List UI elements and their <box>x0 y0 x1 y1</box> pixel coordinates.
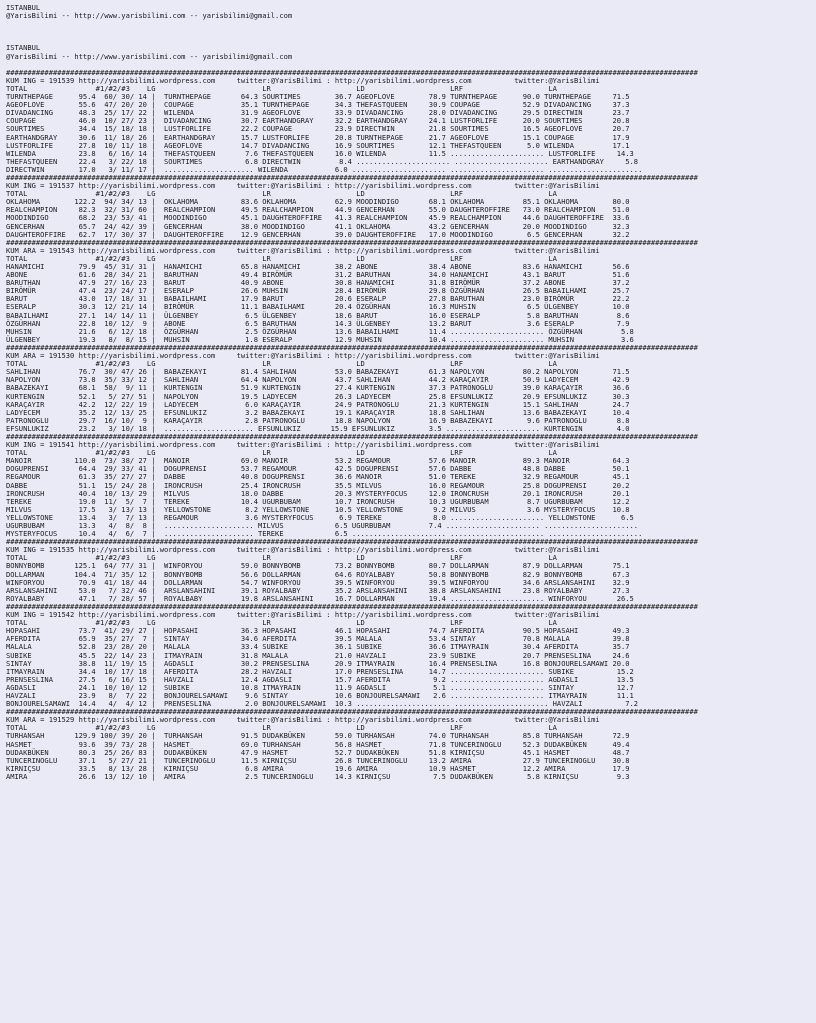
result-row: THEFASTQUEEN 22.4 3/ 22/ 18 | SOURTIMES 6.8 DIRECTWIN 8.4 ...................... ...................... EARTHANDGRAY 5.8 <box>6 156 639 166</box>
result-row: HOPASAHI 73.7 41/ 29/ 27 | HOPASAHI 36.3 HOPASAHI 46.1 HOPASAHI 74.7 AFERDITA 90.5 HOPASAHI 49.3 <box>6 626 630 636</box>
result-row: GENCERHAN 65.7 24/ 42/ 39 | GENCERHAN 38.0 MOODINDIGO 41.1 OKLAHOMA 43.2 GENCERHAN 20.0 MOODINDIGO 32.3 <box>6 221 630 231</box>
result-row: REGAMOUR 61.3 35/ 27/ 27 | DABBE 40.8 DOGUPRENSI 36.6 MANOIR 51.0 TEREKE 32.9 REGAMOUR 45.1 <box>6 472 630 482</box>
result-row: KARAÇAYIR 42.2 12/ 22/ 19 | LADYECEM 6.0 KARAÇAYIR 24.9 PATRONOGLU 21.3 KURTENGIN 15.1 SAHLIHAN 24.7 <box>6 399 630 409</box>
result-row: MILVUS 17.5 3/ 13/ 13 | YELLOWSTONE 8.2 YELLOWSTONE 10.5 YELLOWSTONE 9.2 MILVUS 3.6 MYSTERYFOCUS 10.8 <box>6 504 630 514</box>
result-row: TUNCERINOGLU 37.1 5/ 27/ 21 | TUNCERINOGLU 11.5 KIRNIÇSU 26.8 TUNCERINOGLU 13.2 AMIRA 27.9 TUNCERINOGLU 30.8 <box>6 755 630 765</box>
blank-line <box>6 20 814 28</box>
result-row: MOODINDIGO 68.2 23/ 53/ 41 | MOODINDIGO 45.1 DAUGHTEROFFIRE 41.3 REALCHAMPION 45.9 REALCHAMPION 44.6 DAUGHTEROFFIRE 33.6 <box>6 213 630 223</box>
result-row: EARTHANDGRAY 30.6 11/ 18/ 26 | EARTHANDGRAY 15.7 LUSTFORLIFE 20.8 TURNTHEPAGE 21.7 AGEOFLOVE 15.1 COUPAGE 17.9 <box>6 132 630 142</box>
result-row: MALALA 52.8 23/ 28/ 20 | MALALA 33.4 SUBIKE 36.1 SUBIKE 36.6 ITMAYRAIN 30.4 AFERDITA 35.7 <box>6 642 630 652</box>
section-divider: ################################################################################################################################################################## <box>6 537 698 547</box>
result-row: IRONCRUSH 40.4 10/ 13/ 29 | MILVUS 18.0 DABBE 20.3 MYSTERYFOCUS 12.0 IRONCRUSH 20.1 IRONCRUSH 20.1 <box>6 488 630 498</box>
result-row: MUHSIN 21.6 6/ 12/ 18 | ÖZGÜRHAN 2.5 ÖZGÜRHAN 13.6 BABAILHAMI 11.4 ...................... ÖZGÜRHAN 5.8 <box>6 326 634 336</box>
race-header: KUM ING = 191537 http://yarisbilimi.wordpress.com twitter:@YarisBilimi : http://yarisbilimi.wordpress.com twitter:@YarisBilimi <box>6 181 600 191</box>
result-row: NAPOLYON 73.8 35/ 33/ 12 | SAHLIHAN 64.4 NAPOLYON 43.7 SAHLIHAN 44.2 KARAÇAYIR 50.9 LADYECEM 42.9 <box>6 375 630 385</box>
result-row: BARUT 43.0 17/ 18/ 31 | BABAILHAMI 17.9 BARUT 20.6 ESERALP 27.8 BARUTHAN 23.0 BIRÖMÜR 22.2 <box>6 294 630 304</box>
column-header-row: TOTAL #1/#2/#3 LG LR LD LRF LA <box>6 359 557 369</box>
result-row: UGURBUBAM 13.3 4/ 8/ 8 | ..................... MILVUS 6.5 UGURBUBAM 7.4 ...................... ...................... <box>6 521 639 530</box>
result-row: ARSLANSAHINI 53.0 7/ 32/ 46 | ARSLANSAHINI 39.1 ROYALBABY 35.2 ARSLANSAHINI 38.8 ARSLANSAHINI 23.8 ROYALBABY 27.3 <box>6 585 630 595</box>
result-row: DAUGHTEROFFIRE 62.7 17/ 30/ 37 | DAUGHTEROFFIRE 12.9 GENCERHAN 39.0 DAUGHTEROFFIRE 17.0 MOODINDIGO 6.5 GENCERHAN 32.2 <box>6 229 630 239</box>
result-row: EFSUNLUKIZ 23.2 3/ 10/ 18 | ..................... EFSUNLUKIZ 15.9 EFSUNLUKIZ 3.5 ...................... KURTENGIN 4.0 <box>6 423 630 433</box>
race-header: KUM ING = 191542 http://yarisbilimi.wordpress.com twitter:@YarisBilimi : http://yarisbilimi.wordpress.com twitter:@YarisBilimi <box>6 610 600 620</box>
result-row: REALCHAMPION 82.3 32/ 31/ 60 | REALCHAMPION 49.5 REALCHAMPION 44.9 GENCERHAN 55.0 DAUGHTEROFFIRE 73.0 REALCHAMPION 51.0 <box>6 205 630 215</box>
result-row: BABAZEKAYI 68.1 58/ 9/ 11 | KURTENGIN 51.9 KURTENGIN 27.4 KURTENGIN 37.3 PATRONOGLU 39.0 KARAÇAYIR 36.6 <box>6 383 630 393</box>
section-divider: ################################################################################################################################################################## <box>6 342 698 352</box>
result-row: AGEOFLOVE 55.6 47/ 20/ 20 | COUPAGE 35.1 TURNTHEPAGE 34.3 THEFASTQUEEN 30.9 COUPAGE 52.9 DIVADANCING 37.3 <box>6 100 630 110</box>
result-row: DUDAKBÜKEN 80.3 25/ 26/ 83 | DUDAKBÜKEN 47.9 HASMET 52.7 DUDAKBÜKEN 51.8 KIRNIÇSU 45.1 HASMET 48.7 <box>6 747 630 757</box>
result-row: MANOIR 110.0 73/ 38/ 27 | MANOIR 69.0 MANOIR 53.2 REGAMOUR 57.6 MANOIR 89.3 MANOIR 64.3 <box>6 456 630 466</box>
result-row: HAVZALI 23.9 8/ 7/ 22 | BONJOURELSAMAWI 9.6 SINTAY 10.6 BONJOURELSAMAWI 2.6 ...................... ITMAYRAIN 11.1 <box>6 690 634 700</box>
result-row: BABAILHAMI 27.1 14/ 14/ 11 | ÜLGENBEY 6.5 ÜLGENBEY 18.6 BARUT 16.0 ESERALP 5.8 BARUTHAN 8.6 <box>6 310 630 320</box>
result-row: OKLAHOMA 122.2 94/ 34/ 13 | OKLAHOMA 83.6 OKLAHOMA 62.9 MOODINDIGO 68.1 OKLAHOMA 85.1 OKLAHOMA 80.0 <box>6 197 630 207</box>
result-row: KIRNIÇSU 33.5 8/ 13/ 28 | KIRNIÇSU 6.8 AMIRA 19.6 AMIRA 10.9 HASMET 12.2 AMIRA 17.9 <box>6 763 630 773</box>
result-row: WILENDA 23.8 6/ 16/ 14 | THEFASTQUEEN 7.6 THEFASTQUEEN 16.0 WILENDA 11.5 ...................... LUSTFORLIFE 14.3 <box>6 148 634 158</box>
result-row: COUPAGE 46.0 10/ 27/ 23 | DIVADANCING 30.7 EARTHANDGRAY 32.2 EARTHANDGRAY 24.1 LUSTFORLIFE 20.0 SOURTIMES 20.8 <box>6 116 630 126</box>
race-header: KUM ING = 191541 http://yarisbilimi.wordpress.com twitter:@YarisBilimi : http://yarisbilimi.wordpress.com twitter:@YarisBilimi <box>6 440 600 450</box>
result-row: DOLLARMAN 104.4 71/ 35/ 12 | BONNYBOMB 56.6 DOLLARMAN 64.6 ROYALBABY 50.8 BONNYBOMB 82.9 BONNYBOMB 67.3 <box>6 569 630 579</box>
result-row: ÖZGÜRHAN 22.8 10/ 12/ 9 | ABONE 6.5 BARUTHAN 14.3 ÜLGENBEY 13.2 BARUT 3.6 ESERALP 7.9 <box>6 318 630 328</box>
result-row: ITMAYRAIN 34.4 10/ 17/ 18 | AFERDITA 28.2 HAVZALI 17.0 PRENSESLINA 14.7 ...................... SUBIKE 15.2 <box>6 666 634 676</box>
result-row: AMIRA 26.6 13/ 12/ 10 | AMIRA 2.5 TUNCERINOGLU 14.3 KIRNIÇSU 7.5 DUDAKBÜKEN 5.8 KIRNIÇSU 9.3 <box>6 771 630 781</box>
race-header: KUM ARA = 191530 http://yarisbilimi.wordpress.com twitter:@YarisBilimi : http://yarisbilimi.wordpress.com twitter:@YarisBilimi <box>6 351 600 361</box>
city-title: ISTANBUL <box>6 3 41 12</box>
site-credit: @YarisBilimi -- http://www.yarisbilimi.com -- yarisbilimi@gmail.com <box>6 11 293 21</box>
result-row: DOGUPRENSI 64.4 29/ 33/ 41 | DOGUPRENSI 53.7 REGAMOUR 42.5 DOGUPRENSI 57.6 DABBE 48.8 DABBE 50.1 <box>6 464 630 474</box>
column-header-row: TOTAL #1/#2/#3 LG LR LD LRF LA <box>6 448 557 458</box>
result-row: HASMET 93.6 39/ 73/ 28 | HASMET 69.0 TURHANSAH 56.8 HASMET 71.8 TUNCERINOGLU 52.3 DUDAKBÜKEN 49.4 <box>6 739 630 749</box>
result-row: LUSTFORLIFE 27.8 10/ 11/ 18 | AGEOFLOVE 14.7 DIVADANCING 16.9 SOURTIMES 12.1 THEFASTQUEEN 5.0 WILENDA 17.1 <box>6 140 630 150</box>
result-row: ESERALP 30.3 12/ 21/ 14 | BIRÖMÜR 11.1 BABAILHAMI 20.4 ÖZGÜRHAN 16.3 MUHSIN 6.5 ÜLGENBEY 10.0 <box>6 302 630 312</box>
result-row: PRENSESLINA 27.5 6/ 16/ 15 | HAVZALI 12.4 AGDASLI 15.7 AFERDITA 9.2 ...................... AGDASLI 13.5 <box>6 674 634 684</box>
result-row: SUBIKE 45.5 22/ 14/ 23 | ITMAYRAIN 31.8 MALALA 21.0 HAVZALI 23.9 SUBIKE 20.7 PRENSESLINA 24.6 <box>6 650 630 660</box>
section-divider: ################################################################################################################################################################## <box>6 237 698 247</box>
result-row: ÜLGENBEY 19.3 8/ 8/ 15 | MUHSIN 1.8 ESERALP 12.9 MUHSIN 10.4 ...................... MUHSIN 3.6 <box>6 334 634 344</box>
column-header-row: TOTAL #1/#2/#3 LG LR LD LRF LA <box>6 723 557 733</box>
race-header: KUM ING = 191539 http://yarisbilimi.wordpress.com twitter:@YarisBilimi : http://yarisbilimi.wordpress.com twitter:@YarisBilimi <box>6 75 600 85</box>
column-header-row: TOTAL #1/#2/#3 LG LR LD LRF LA <box>6 553 557 563</box>
result-row: BONJOURELSAMAWI 14.4 4/ 4/ 12 | PRENSESLINA 2.0 BONJOURELSAMAWI 10.3 ...................... ...................... HAVZALI 7.2 <box>6 699 639 709</box>
result-row: DABBE 51.1 15/ 24/ 28 | IRONCRUSH 25.4 IRONCRUSH 35.5 MILVUS 16.0 REGAMOUR 25.8 DOGUPRENSI 20.2 <box>6 480 630 490</box>
race-header: KUM ARA = 191543 http://yarisbilimi.wordpress.com twitter:@YarisBilimi : http://yarisbilimi.wordpress.com twitter:@YarisBilimi <box>6 245 600 255</box>
result-row: TURHANSAH 129.9 100/ 39/ 20 | TURHANSAH 91.5 DUDAKBÜKEN 59.0 TURHANSAH 74.0 TURHANSAH 85.8 TURHANSAH 72.9 <box>6 731 630 741</box>
section-divider: ################################################################################################################################################################## <box>6 67 698 77</box>
race-header: KUM ARA = 191529 http://yarisbilimi.wordpress.com twitter:@YarisBilimi : http://yarisbilimi.wordpress.com twitter:@YarisBilimi <box>6 715 600 725</box>
result-row: MYSTERYFOCUS 10.4 4/ 6/ 7 | ..................... TEREKE 6.5 ...................... ...................... ...................... <box>6 529 643 539</box>
result-row: AFERDITA 65.9 35/ 27/ 7 | SINTAY 34.6 AFERDITA 39.5 MALALA 53.4 SINTAY 70.8 MALALA 39.8 <box>6 634 630 644</box>
result-row: PATRONOGLU 29.7 16/ 10/ 9 | KARAÇAYIR 2.8 PATRONOGLU 18.8 NAPOLYON 16.9 BABAZEKAYI 9.6 PATRONOGLU 8.8 <box>6 415 630 425</box>
blank-line <box>6 28 814 36</box>
result-row: WINFORYOU 70.9 41/ 18/ 44 | DOLLARMAN 54.7 WINFORYOU 39.5 WINFORYOU 39.5 WINFORYOU 34.6 ARSLANSAHINI 32.9 <box>6 577 630 587</box>
result-row: SAHLIHAN 76.7 30/ 47/ 26 | BABAZEKAYI 81.4 SAHLIHAN 53.0 BABAZEKAYI 61.3 NAPOLYON 80.2 NAPOLYON 71.5 <box>6 367 630 377</box>
column-header-row: TOTAL #1/#2/#3 LG LR LD LRF LA <box>6 253 557 263</box>
result-row: BIRÖMÜR 47.4 23/ 24/ 17 | ESERALP 26.6 MUHSIN 28.4 BIRÖMÜR 29.8 ÖZGÜRHAN 26.5 BABAILHAMI 25.7 <box>6 286 630 296</box>
result-row: TURNTHEPAGE 95.4 60/ 30/ 14 | TURNTHEPAGE 64.3 SOURTIMES 36.7 AGEOFLOVE 78.9 TURNTHEPAGE 90.0 TURNTHEPAGE 71.5 <box>6 92 630 102</box>
result-row: DIRECTWIN 17.0 3/ 11/ 17 | ..................... WILENDA 6.0 ...................... ...................... ...................... <box>6 164 643 174</box>
result-row: ABONE 61.6 28/ 34/ 21 | BARUTHAN 49.4 BIRÖMÜR 31.2 BARUTHAN 34.0 HANAMICHI 43.1 BARUT 51.6 <box>6 270 630 280</box>
result-row: SOURTIMES 34.4 15/ 18/ 18 | LUSTFORLIFE 22.2 COUPAGE 23.9 DIRECTWIN 21.8 SOURTIMES 16.5 AGEOFLOVE 20.7 <box>6 124 630 134</box>
result-row: HANAMICHI 79.9 45/ 31/ 31 | HANAMICHI 65.8 HANAMICHI 38.2 ABONE 38.4 ABONE 83.6 HANAMICHI 56.6 <box>6 262 630 271</box>
section-divider: ################################################################################################################################################################## <box>6 431 698 441</box>
result-row: KURTENGIN 52.1 5/ 27/ 51 | NAPOLYON 19.5 LADYECEM 26.3 LADYECEM 25.8 EFSUNLUKIZ 20.9 EFSUNLUKIZ 30.3 <box>6 391 630 401</box>
section-divider: ################################################################################################################################################################## <box>6 172 698 182</box>
result-row: LADYECEM 35.2 12/ 13/ 25 | EFSUNLUKIZ 3.2 BABAZEKAYI 19.1 KARAÇAYIR 18.8 SAHLIHAN 13.6 BABAZEKAYI 10.4 <box>6 407 630 417</box>
result-row: BONNYBOMB 125.1 64/ 77/ 31 | WINFORYOU 59.0 BONNYBOMB 73.2 BONNYBOMB 80.7 DOLLARMAN 87.9 DOLLARMAN 75.1 <box>6 561 630 571</box>
column-header-row: TOTAL #1/#2/#3 LG LR LD LRF LA <box>6 83 557 93</box>
city-title: ISTANBUL <box>6 43 41 53</box>
section-divider: ################################################################################################################################################################## <box>6 601 698 611</box>
result-row: SINTAY 38.8 11/ 19/ 15 | AGDASLI 30.2 PRENSESLINA 20.9 ITMAYRAIN 16.4 PRENSESLINA 16.8 BONJOURELSAMAWI 20.0 <box>6 658 630 668</box>
result-row: YELLOWSTONE 13.4 3/ 7/ 13 | REGAMOUR 3.6 MYSTERYFOCUS 6.9 TEREKE 8.0 ...................... YELLOWSTONE 6.5 <box>6 512 634 522</box>
column-header-row: TOTAL #1/#2/#3 LG LR LD LRF LA <box>6 189 557 199</box>
blank-line <box>6 36 814 44</box>
result-row: DIVADANCING 48.3 25/ 17/ 22 | WILENDA 31.9 AGEOFLOVE 33.9 DIVADANCING 28.0 DIVADANCING 29.5 DIRECTWIN 23.7 <box>6 108 630 118</box>
site-credit: @YarisBilimi -- http://www.yarisbilimi.com -- yarisbilimi@gmail.com <box>6 51 293 61</box>
result-row: AGDASLI 24.1 10/ 10/ 12 | SUBIKE 10.8 ITMAYRAIN 11.9 AGDASLI 5.1 ...................... SINTAY 12.7 <box>6 682 634 692</box>
section-divider: ################################################################################################################################################################## <box>6 707 698 717</box>
result-row: BARUTHAN 47.9 27/ 16/ 23 | BARUT 40.9 ABONE 30.8 HANAMICHI 31.8 BIRÖMÜR 37.2 ABONE 37.2 <box>6 278 630 288</box>
result-row: ROYALBABY 47.1 7/ 28/ 57 | ROYALBABY 19.8 ARSLANSAHINI 16.7 DOLLARMAN 19.4 ...................... WINFORYOU 26.5 <box>6 593 634 603</box>
race-header: KUM ING = 191535 http://yarisbilimi.wordpress.com twitter:@YarisBilimi : http://yarisbilimi.wordpress.com twitter:@YarisBilimi <box>6 545 600 555</box>
column-header-row: TOTAL #1/#2/#3 LG LR LD LRF LA <box>6 618 557 628</box>
result-row: TEREKE 19.0 11/ 5/ 7 | TEREKE 10.4 UGURBUBAM 10.7 IRONCRUSH 10.3 UGURBUBAM 8.7 UGURBUBAM 12.2 <box>6 496 630 506</box>
